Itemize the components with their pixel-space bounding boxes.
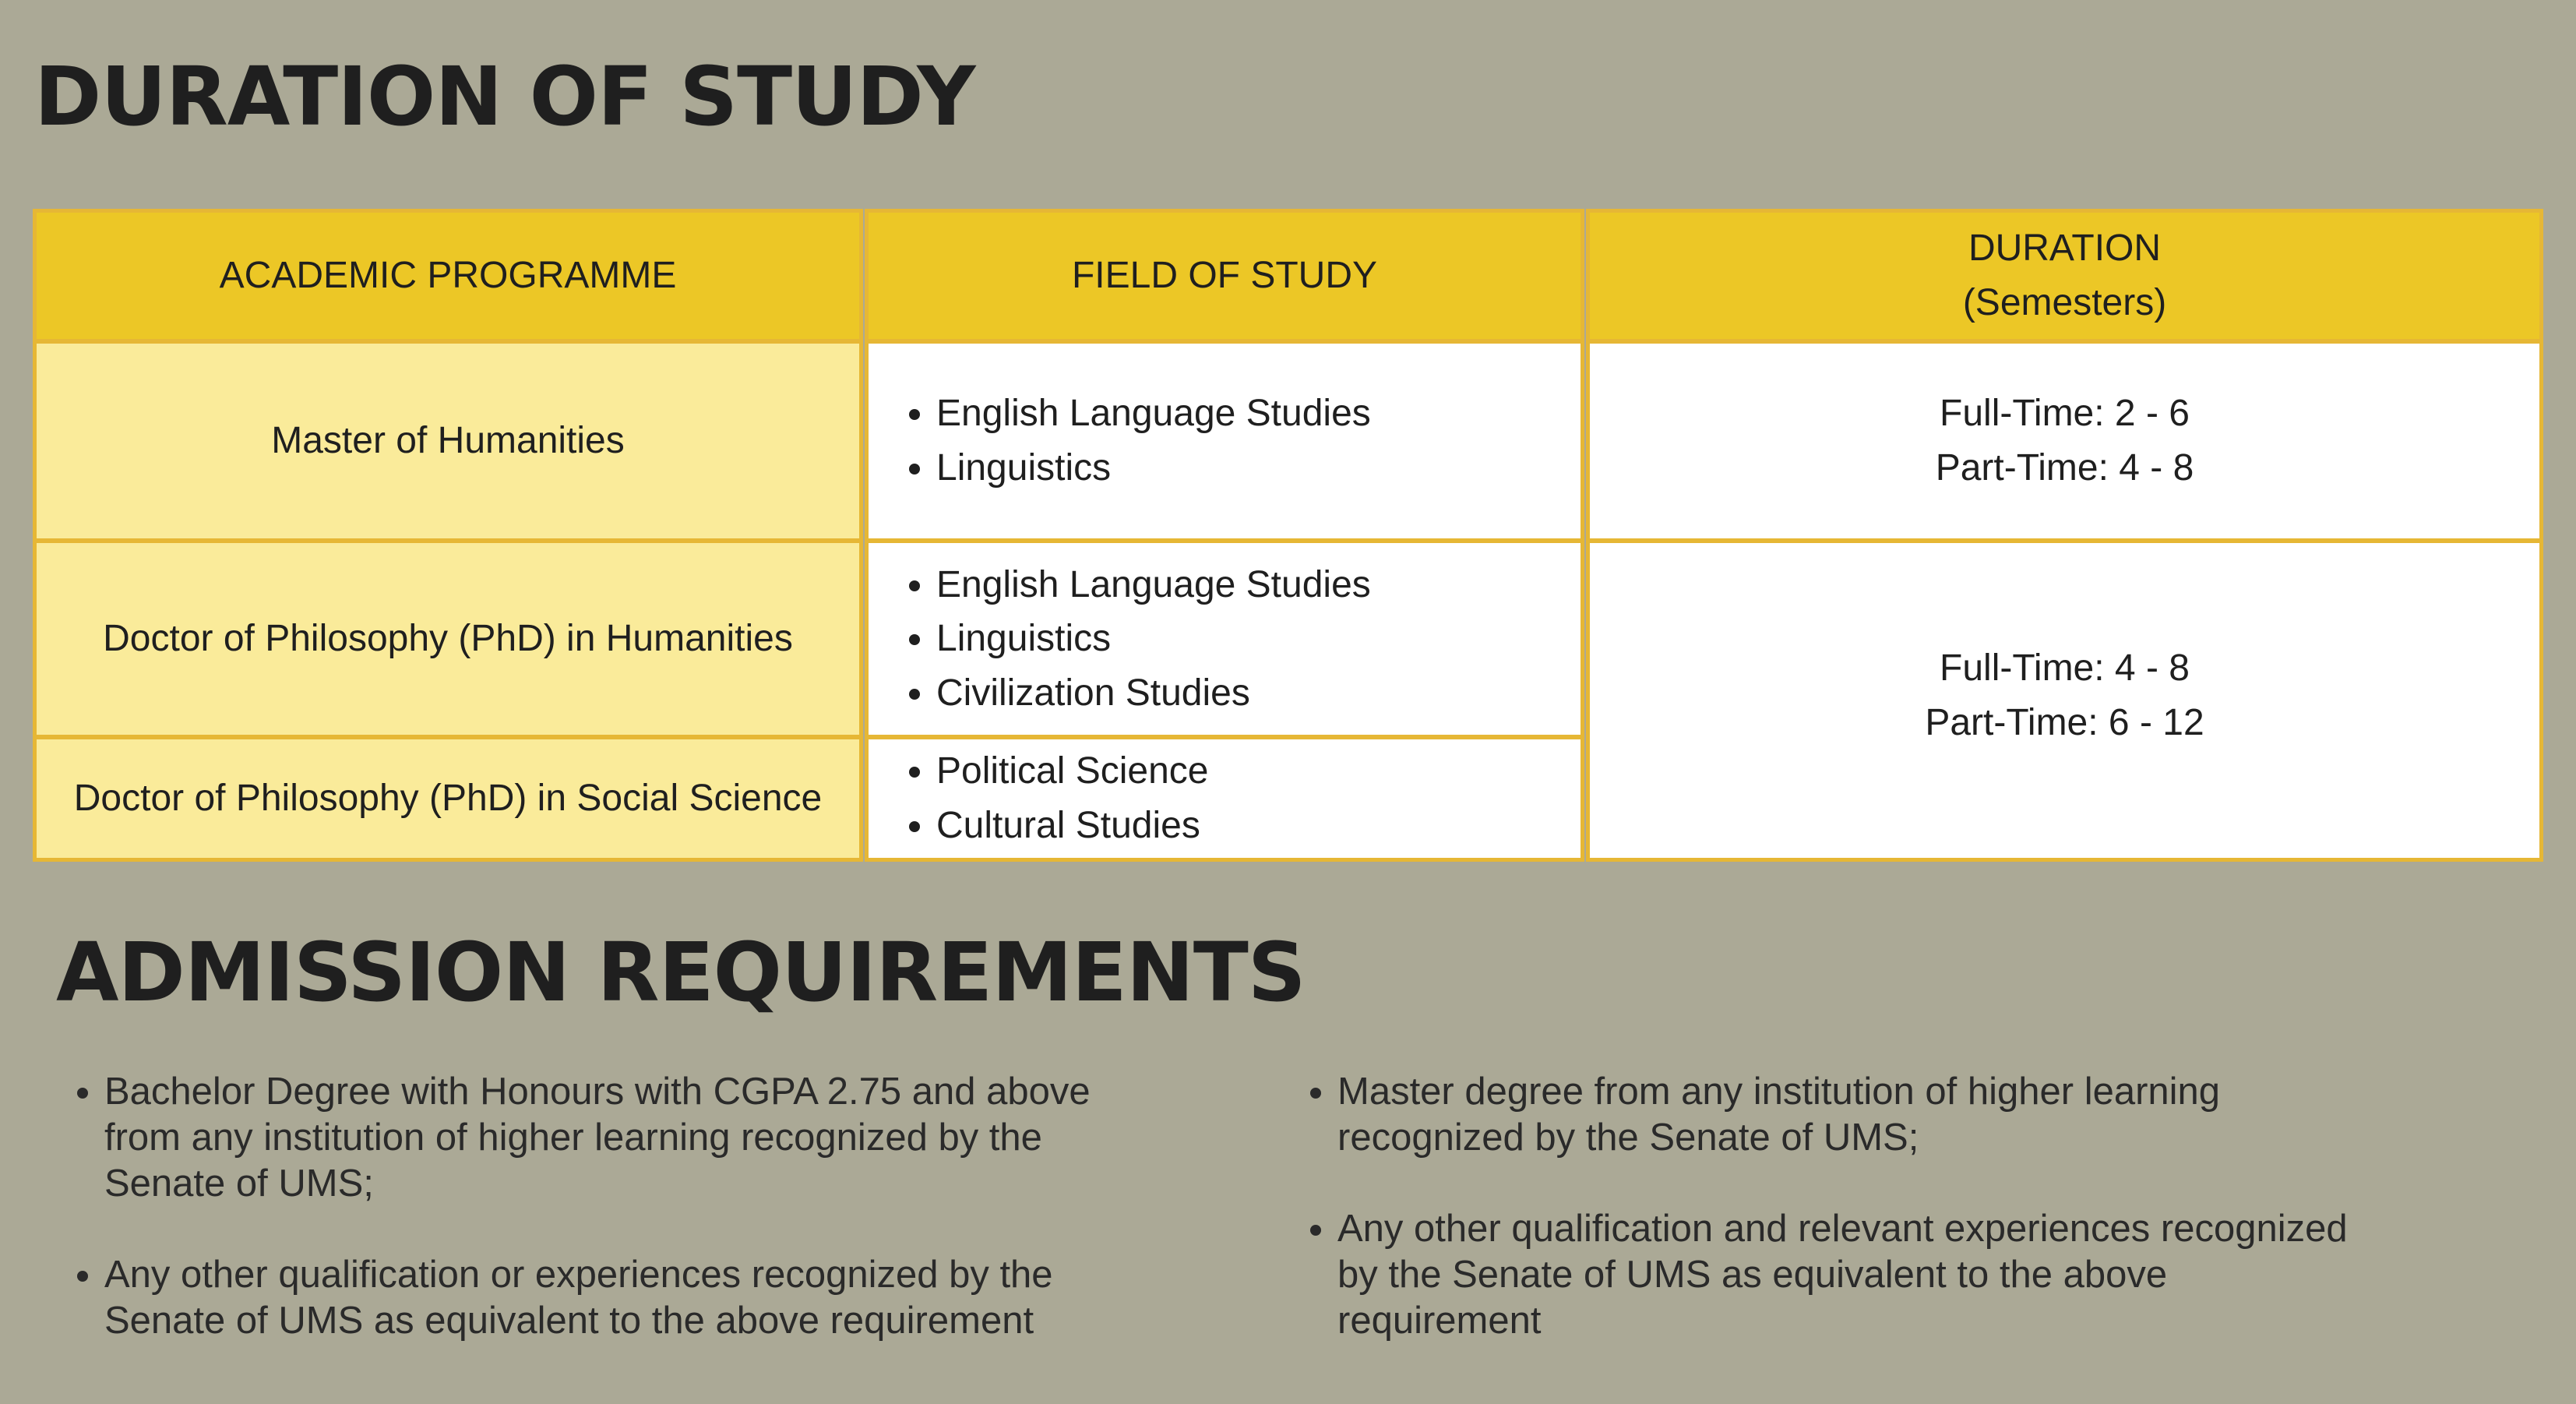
requirement-item: • Bachelor Degree with Honours with CGPA 2.75 and above from any institution of higher learning recognized by the Senate of UMS; [104,1069,1094,1207]
requirement-item: • Any other qualification and relevant experiences recognized by the Senate of UMS as equivalent to the above requirement [1337,1206,2350,1344]
field-item: • English Language Studies [936,558,1371,612]
programme-cell [33,340,863,542]
header-field-of-study-label: FIELD OF STUDY [1071,255,1378,297]
full-time-duration: Full-Time: 2 - 6 [1940,393,2190,435]
header-duration-unit: (Semesters) [1962,282,2167,323]
header-academic-programme-label: ACADEMIC PROGRAMME [219,255,677,297]
field-of-study-cell [865,340,1584,542]
programme-name: Doctor of Philosophy (PhD) in Social Science [73,778,823,820]
field-item: • Linguistics [936,441,1371,496]
field-list [869,558,1371,721]
programme-name: Master of Humanities [271,420,625,462]
requirement-item: • Any other qualification or experiences recognized by the Senate of UMS as equivalent to the above requirement [104,1252,1094,1344]
field-item: • Cultural Studies [936,799,1209,853]
field-item: • Civilization Studies [936,666,1371,721]
full-time-duration: Full-Time: 4 - 8 [1940,647,2190,690]
field-of-study-cell [865,736,1584,862]
field-item: • English Language Studies [936,386,1371,441]
field-item: • Political Science [936,744,1209,799]
admission-requirements-list-left [58,1069,1094,1389]
header-field-of-study [865,209,1584,343]
field-list [869,386,1371,495]
field-list [869,744,1209,852]
field-item: • Linguistics [936,612,1371,666]
admission-requirements-heading: ADMISSION REQUIREMENTS [56,925,1306,1020]
part-time-duration: Part-Time: 4 - 8 [1935,447,2194,489]
header-duration-label: DURATION [1968,228,2162,270]
header-duration [1586,209,2543,343]
field-of-study-cell [865,539,1584,739]
admission-requirements-list-right [1291,1069,2350,1389]
requirement-item: • Master degree from any institution of higher learning recognized by the Senate of UMS; [1337,1069,2350,1161]
programme-cell [33,736,863,862]
programme-cell [33,539,863,739]
phd-duration-cell [1586,539,2543,862]
programme-name: Doctor of Philosophy (PhD) in Humanities [103,618,793,660]
duration-of-study-heading: DURATION OF STUDY [34,49,975,144]
part-time-duration: Part-Time: 6 - 12 [1925,702,2204,743]
duration-cell [1586,340,2543,542]
header-academic-programme [33,209,863,343]
